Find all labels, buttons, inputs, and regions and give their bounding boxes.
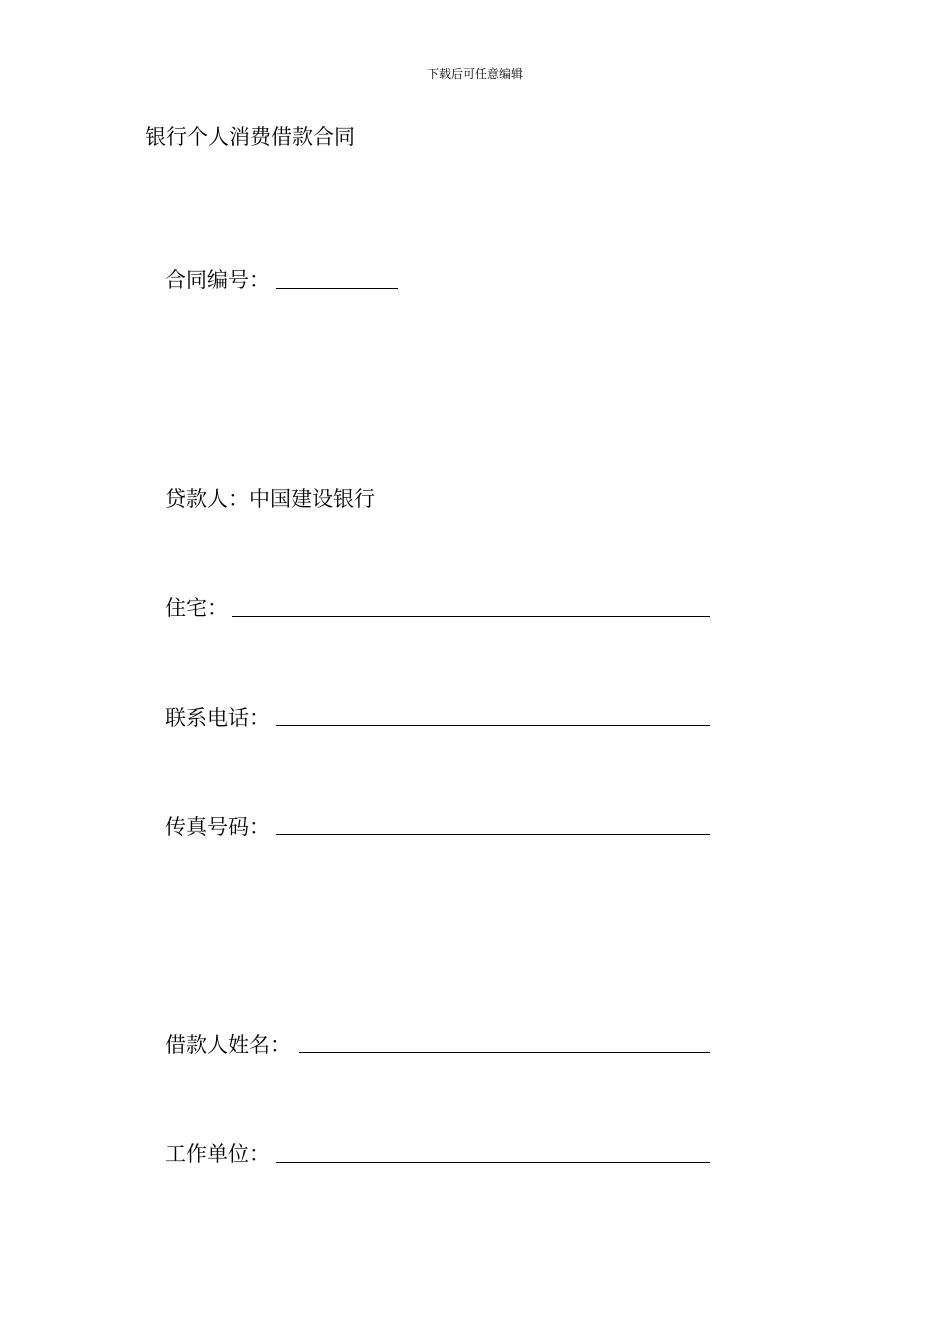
phone-label: 联系电话： [165, 706, 270, 730]
fax-blank[interactable] [276, 834, 710, 835]
borrower-name-blank[interactable] [299, 1052, 710, 1053]
document-title: 银行个人消费借款合同 [145, 125, 355, 149]
work-unit-blank[interactable] [276, 1162, 710, 1163]
residence-blank[interactable] [232, 616, 710, 617]
header-note: 下载后可任意编辑 [426, 67, 523, 81]
residence-label: 住宅： [165, 596, 228, 620]
contract-number-label: 合同编号： [165, 268, 270, 292]
lender-label: 贷款人：中国建设银行 [165, 487, 375, 511]
borrower-name-label: 借款人姓名： [165, 1033, 291, 1057]
work-unit-label: 工作单位： [165, 1142, 270, 1166]
phone-blank[interactable] [276, 725, 710, 726]
fax-label: 传真号码： [165, 815, 270, 839]
contract-number-blank[interactable] [276, 288, 398, 289]
